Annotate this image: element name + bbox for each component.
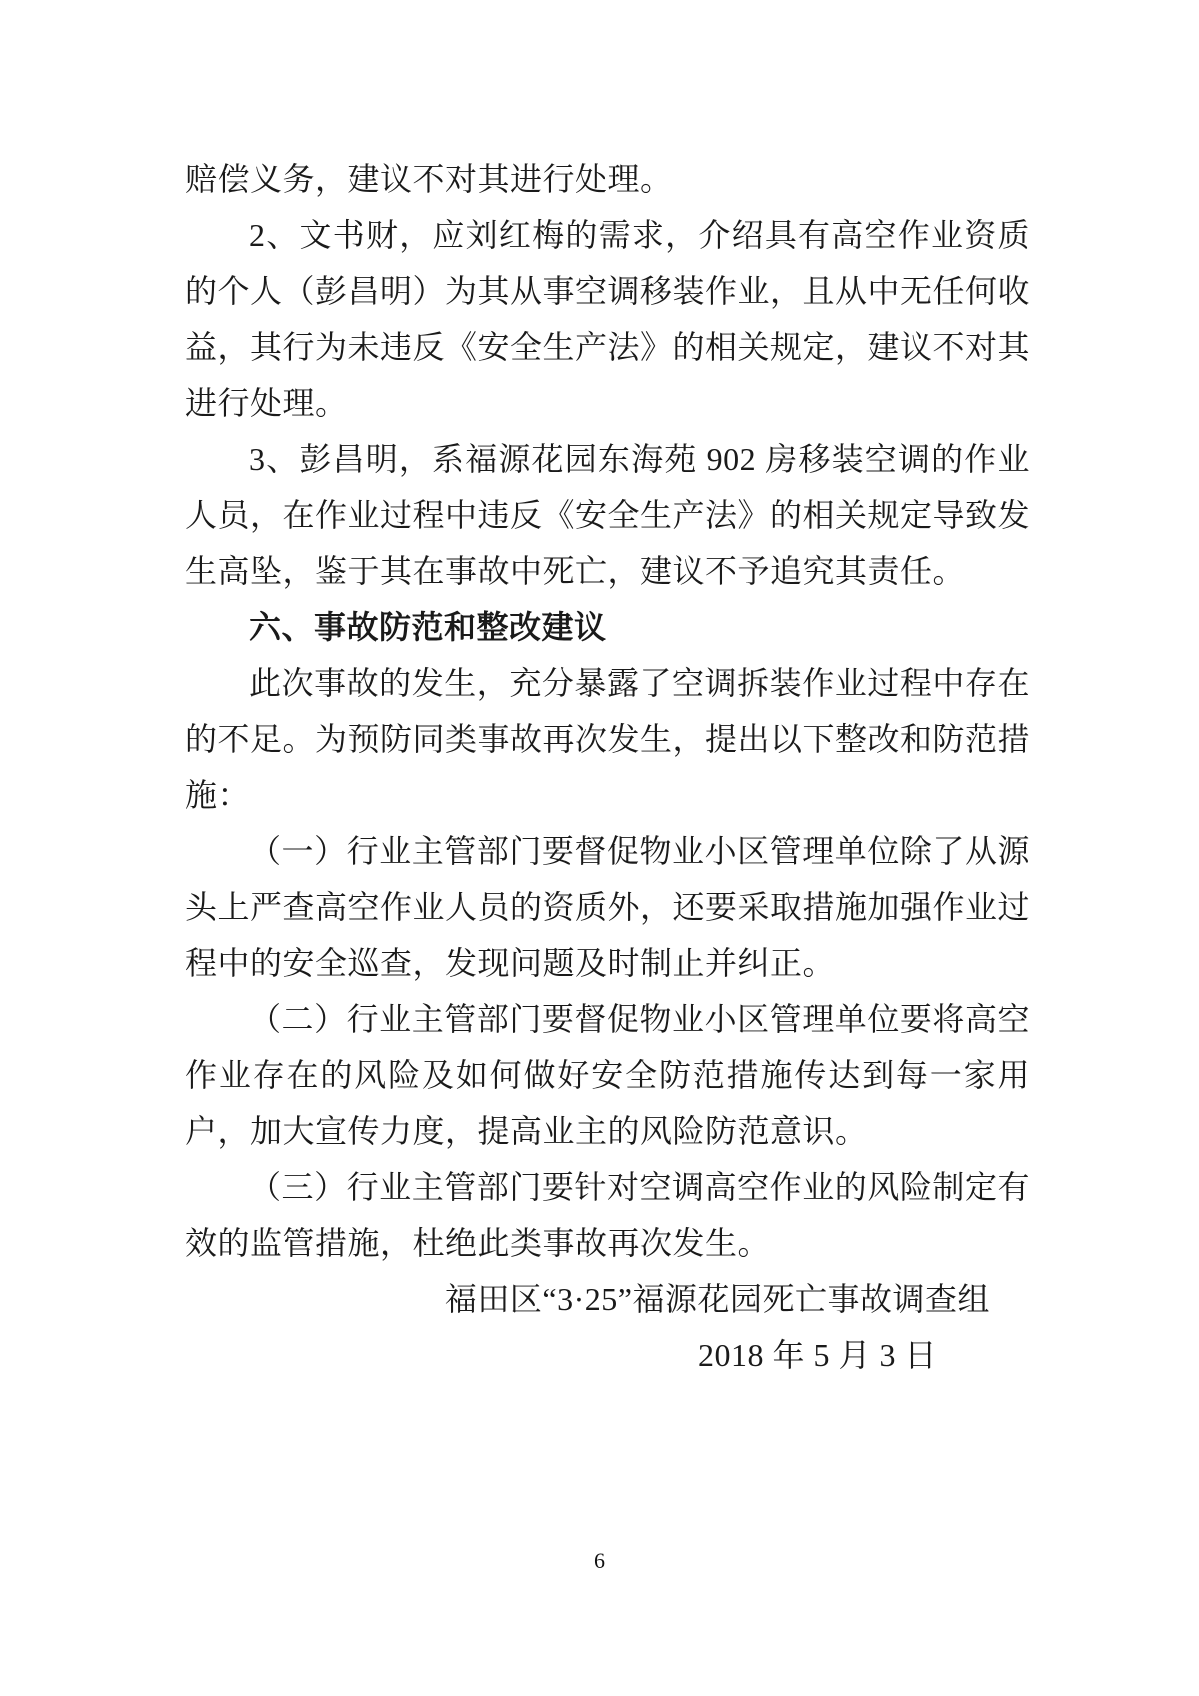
date-line: 2018 年 5 月 3 日: [697, 1337, 937, 1373]
signature-line: 福田区“3·25”福源花园死亡事故调查组: [444, 1281, 990, 1317]
paragraph-item-2: 2、文书财，应刘红梅的需求，介绍具有高空作业资质的个人（彭昌明）为其从事空调移装作业，且从中无任何收益，其行为未违反《安全生产法》的相关规定，建议不对其进行处理。: [185, 217, 1031, 421]
page-number: 6: [594, 1548, 605, 1573]
section-heading: 六、事故防范和整改建议: [249, 609, 607, 645]
paragraph-measure-3: （三）行业主管部门要针对空调高空作业的风险制定有效的监管措施，杜绝此类事故再次发生。: [185, 1169, 1030, 1261]
document-body: [185, 151, 1030, 1383]
paragraph-continuation: 赔偿义务，建议不对其进行处理。: [185, 161, 673, 197]
paragraph-item-3: 3、彭昌明，系福源花园东海苑 902 房移装空调的作业人员，在作业过程中违反《安全生产法》的相关规定导致发生高坠，鉴于其在事故中死亡，建议不予追究其责任。: [185, 441, 1031, 589]
paragraph-measure-1: （一）行业主管部门要督促物业小区管理单位除了从源头上严查高空作业人员的资质外，还要采取措施加强作业过程中的安全巡查，发现问题及时制止并纠正。: [185, 833, 1031, 981]
paragraph-measure-2: （二）行业主管部门要督促物业小区管理单位要将高空作业存在的风险及如何做好安全防范措施传达到每一家用户，加大宣传力度，提高业主的风险防范意识。: [185, 1001, 1030, 1149]
paragraph-intro: 此次事故的发生，充分暴露了空调拆装作业过程中存在的不足。为预防同类事故再次发生，提出以下整改和防范措施：: [185, 665, 1031, 813]
